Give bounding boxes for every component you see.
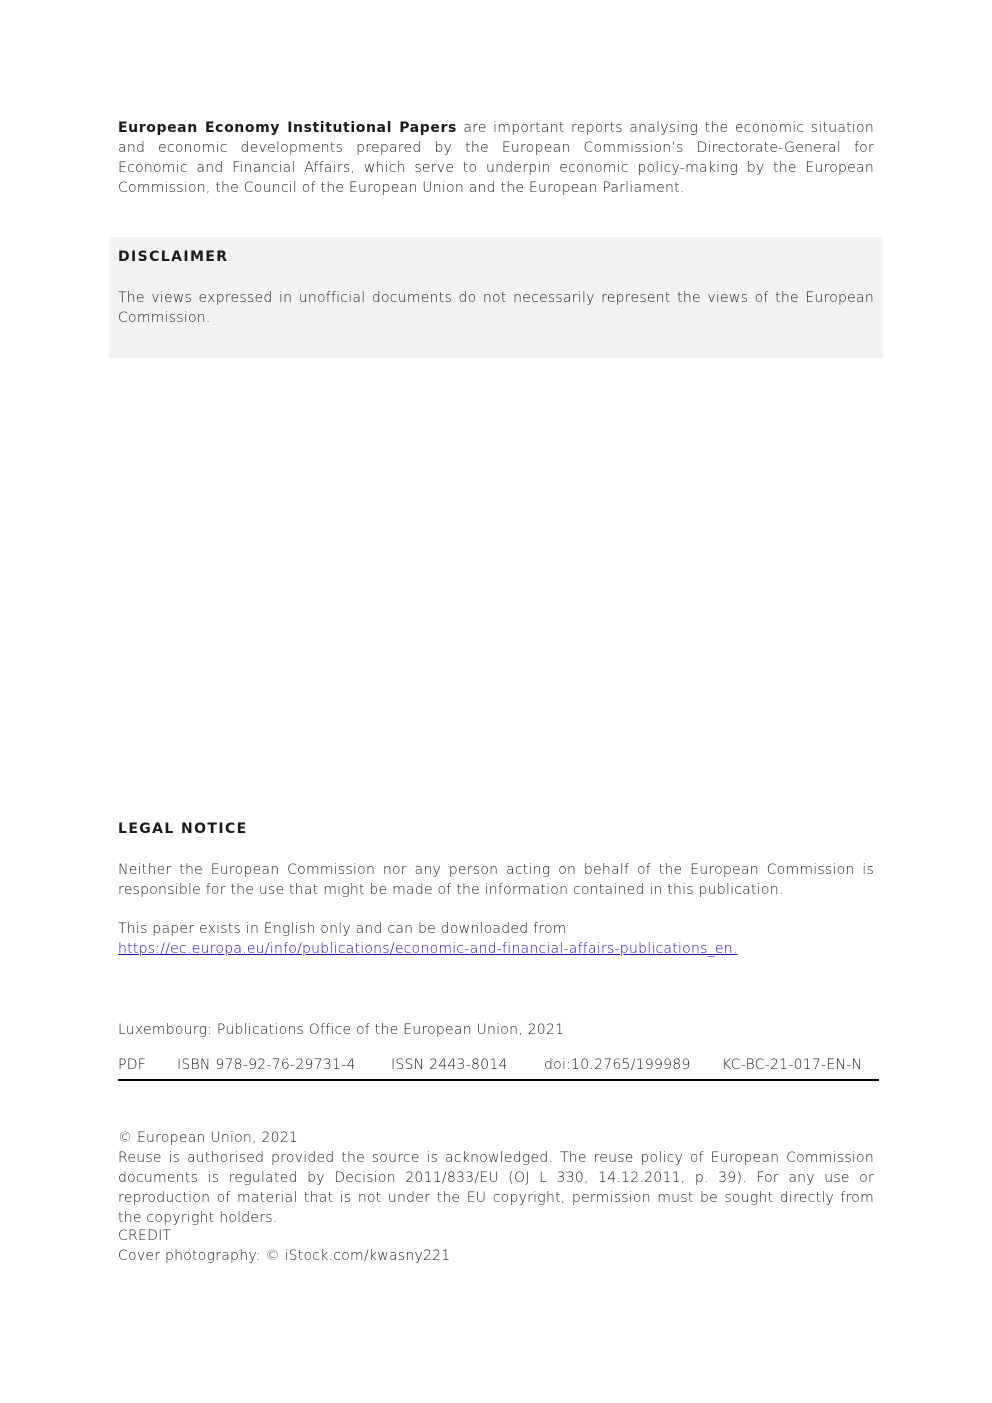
disclaimer-text: The views expressed in unofficial documents do not necessarily represent the views of the European Commission. bbox=[118, 290, 874, 326]
credit-section bbox=[118, 1226, 874, 1266]
credit-text: Cover photography: © iStock.com/kwasny221 bbox=[118, 1248, 451, 1264]
disclaimer-body bbox=[118, 288, 874, 328]
download-text bbox=[118, 919, 874, 959]
legal-notice-heading: LEGAL NOTICE bbox=[118, 821, 248, 837]
intro-lead: European Economy Institutional Papers bbox=[118, 120, 457, 136]
publication-identifiers-row bbox=[118, 1055, 879, 1081]
isbn-label: ISBN 978-92-76-29731-4 bbox=[177, 1057, 356, 1073]
intro-section bbox=[118, 118, 874, 198]
credit-paragraph bbox=[118, 1226, 874, 1266]
catalogue-number-label: KC-BC-21-017-EN-N bbox=[722, 1057, 863, 1073]
disclaimer-heading: DISCLAIMER bbox=[118, 249, 229, 265]
copyright-text: Reuse is authorised provided the source is acknowledged. The reuse policy of European Commission documents is regulated by Decision 2011/833/EU (OJ L 330, 14.12.2011, p. 39). For any use or reproduction of material that is not under the EU copyright, permission must be sought directly from the copyright holders. bbox=[118, 1150, 874, 1226]
credit-heading: CREDIT bbox=[118, 1228, 172, 1244]
intro-paragraph bbox=[118, 118, 874, 198]
copyright-notice: © European Union, 2021 bbox=[118, 1130, 299, 1146]
publisher-section bbox=[118, 1020, 874, 1040]
download-section bbox=[118, 919, 874, 959]
download-label: This paper exists in English only and can be downloaded from bbox=[118, 921, 567, 937]
legal-notice-text: Neither the European Commission nor any person acting on behalf of the European Commission is responsible for the use that might be made of the information contained in this publication. bbox=[118, 862, 874, 898]
publisher-text: Luxembourg: Publications Office of the European Union, 2021 bbox=[118, 1022, 565, 1038]
intro-text: are important reports analysing the economic situation and economic developments prepared by the European Commission’s Directorate-General for Economic and Financial Affairs, which serve to underpin economic policy-making by the European Commission, the Council of the European Union and the European Parliament. bbox=[118, 120, 874, 196]
issn-label: ISSN 2443-8014 bbox=[391, 1057, 508, 1073]
legal-notice-section bbox=[118, 819, 874, 839]
format-label: PDF bbox=[118, 1057, 147, 1073]
copyright-section bbox=[118, 1128, 874, 1228]
doi-label: doi:10.2765/199989 bbox=[544, 1057, 691, 1073]
copyright-paragraph bbox=[118, 1128, 874, 1228]
legal-notice-body bbox=[118, 860, 874, 900]
disclaimer-section bbox=[118, 247, 874, 267]
download-link[interactable]: https://ec.europa.eu/info/publications/economic-and-financial-affairs-publications_en. bbox=[118, 941, 738, 957]
